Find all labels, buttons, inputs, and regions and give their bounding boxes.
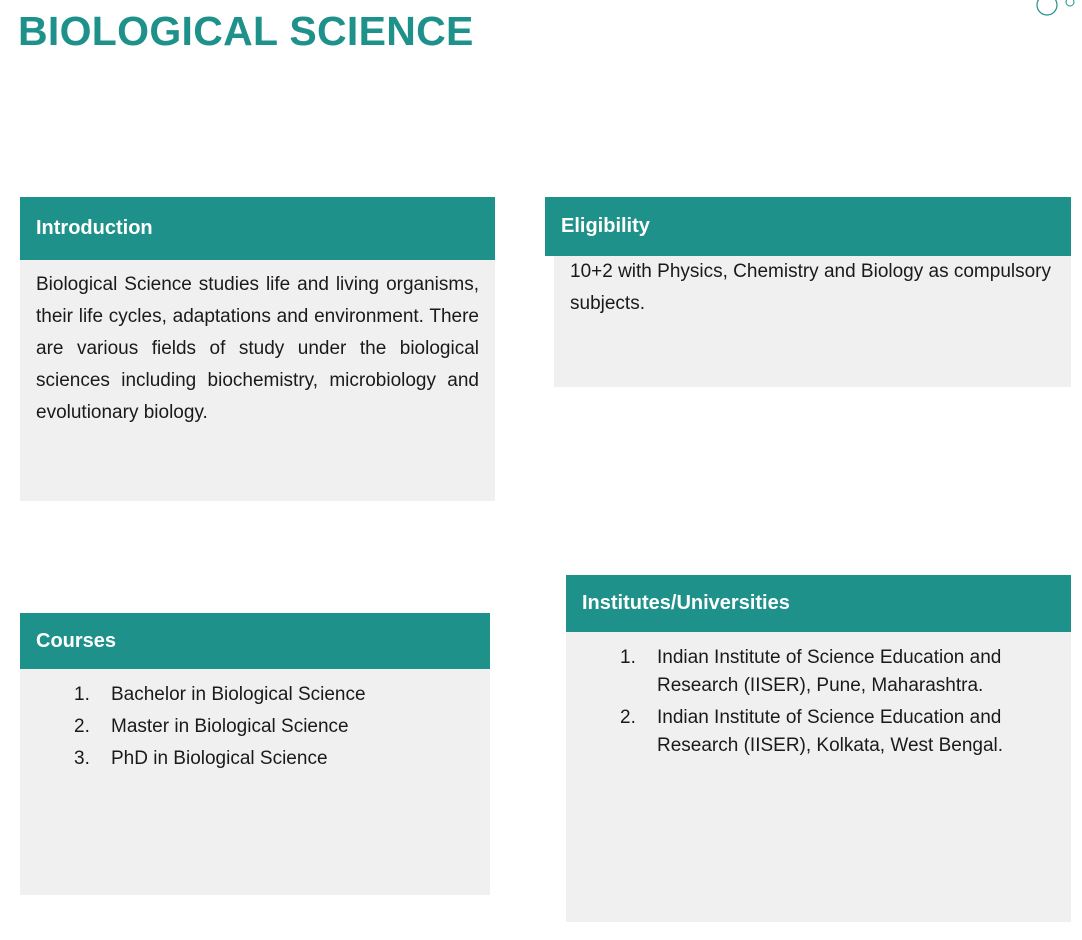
list-item-label: Bachelor in Biological Science	[111, 684, 366, 705]
list-item-number: 1.	[620, 647, 636, 668]
list-item-number: 1.	[74, 684, 90, 705]
courses-panel	[20, 669, 490, 895]
eligibility-text: 10+2 with Physics, Chemistry and Biology as compulsory subjects.	[570, 261, 1052, 314]
courses-list	[74, 679, 480, 775]
courses-header	[20, 613, 490, 669]
eligibility-panel	[554, 256, 1071, 387]
list-item-label: Master in Biological Science	[111, 716, 349, 737]
introduction-text: Biological Science studies life and living organisms, their life cycles, adaptations and environment. There are various fields of study under the biological sciences including biochemistry, microbiology and evolutionary biology.	[36, 274, 479, 423]
list-item	[74, 679, 480, 711]
list-item-label: Indian Institute of Science Education and Research (IISER), Pune, Maharashtra.	[657, 647, 1002, 696]
institutes-panel	[566, 632, 1071, 922]
institutes-list	[620, 644, 1045, 760]
list-item-label: Indian Institute of Science Education and Research (IISER), Kolkata, West Bengal.	[657, 707, 1004, 756]
decorative-circle-icon	[1032, 0, 1082, 22]
list-item-number: 3.	[74, 748, 90, 769]
introduction-header	[20, 197, 495, 260]
list-item	[620, 644, 1045, 700]
eligibility-heading: Eligibility	[561, 215, 650, 237]
list-item-number: 2.	[620, 707, 636, 728]
introduction-heading: Introduction	[36, 217, 153, 239]
courses-heading: Courses	[36, 629, 117, 652]
eligibility-header	[545, 197, 1071, 256]
institutes-heading: Institutes/Universities	[582, 592, 790, 614]
list-item-label: PhD in Biological Science	[111, 748, 328, 769]
list-item	[74, 743, 480, 775]
list-item-number: 2.	[74, 716, 90, 737]
introduction-panel	[20, 260, 495, 501]
list-item	[620, 704, 1045, 760]
page-title: BIOLOGICAL SCIENCE	[18, 8, 474, 54]
list-item	[74, 711, 480, 743]
institutes-header	[566, 575, 1071, 632]
